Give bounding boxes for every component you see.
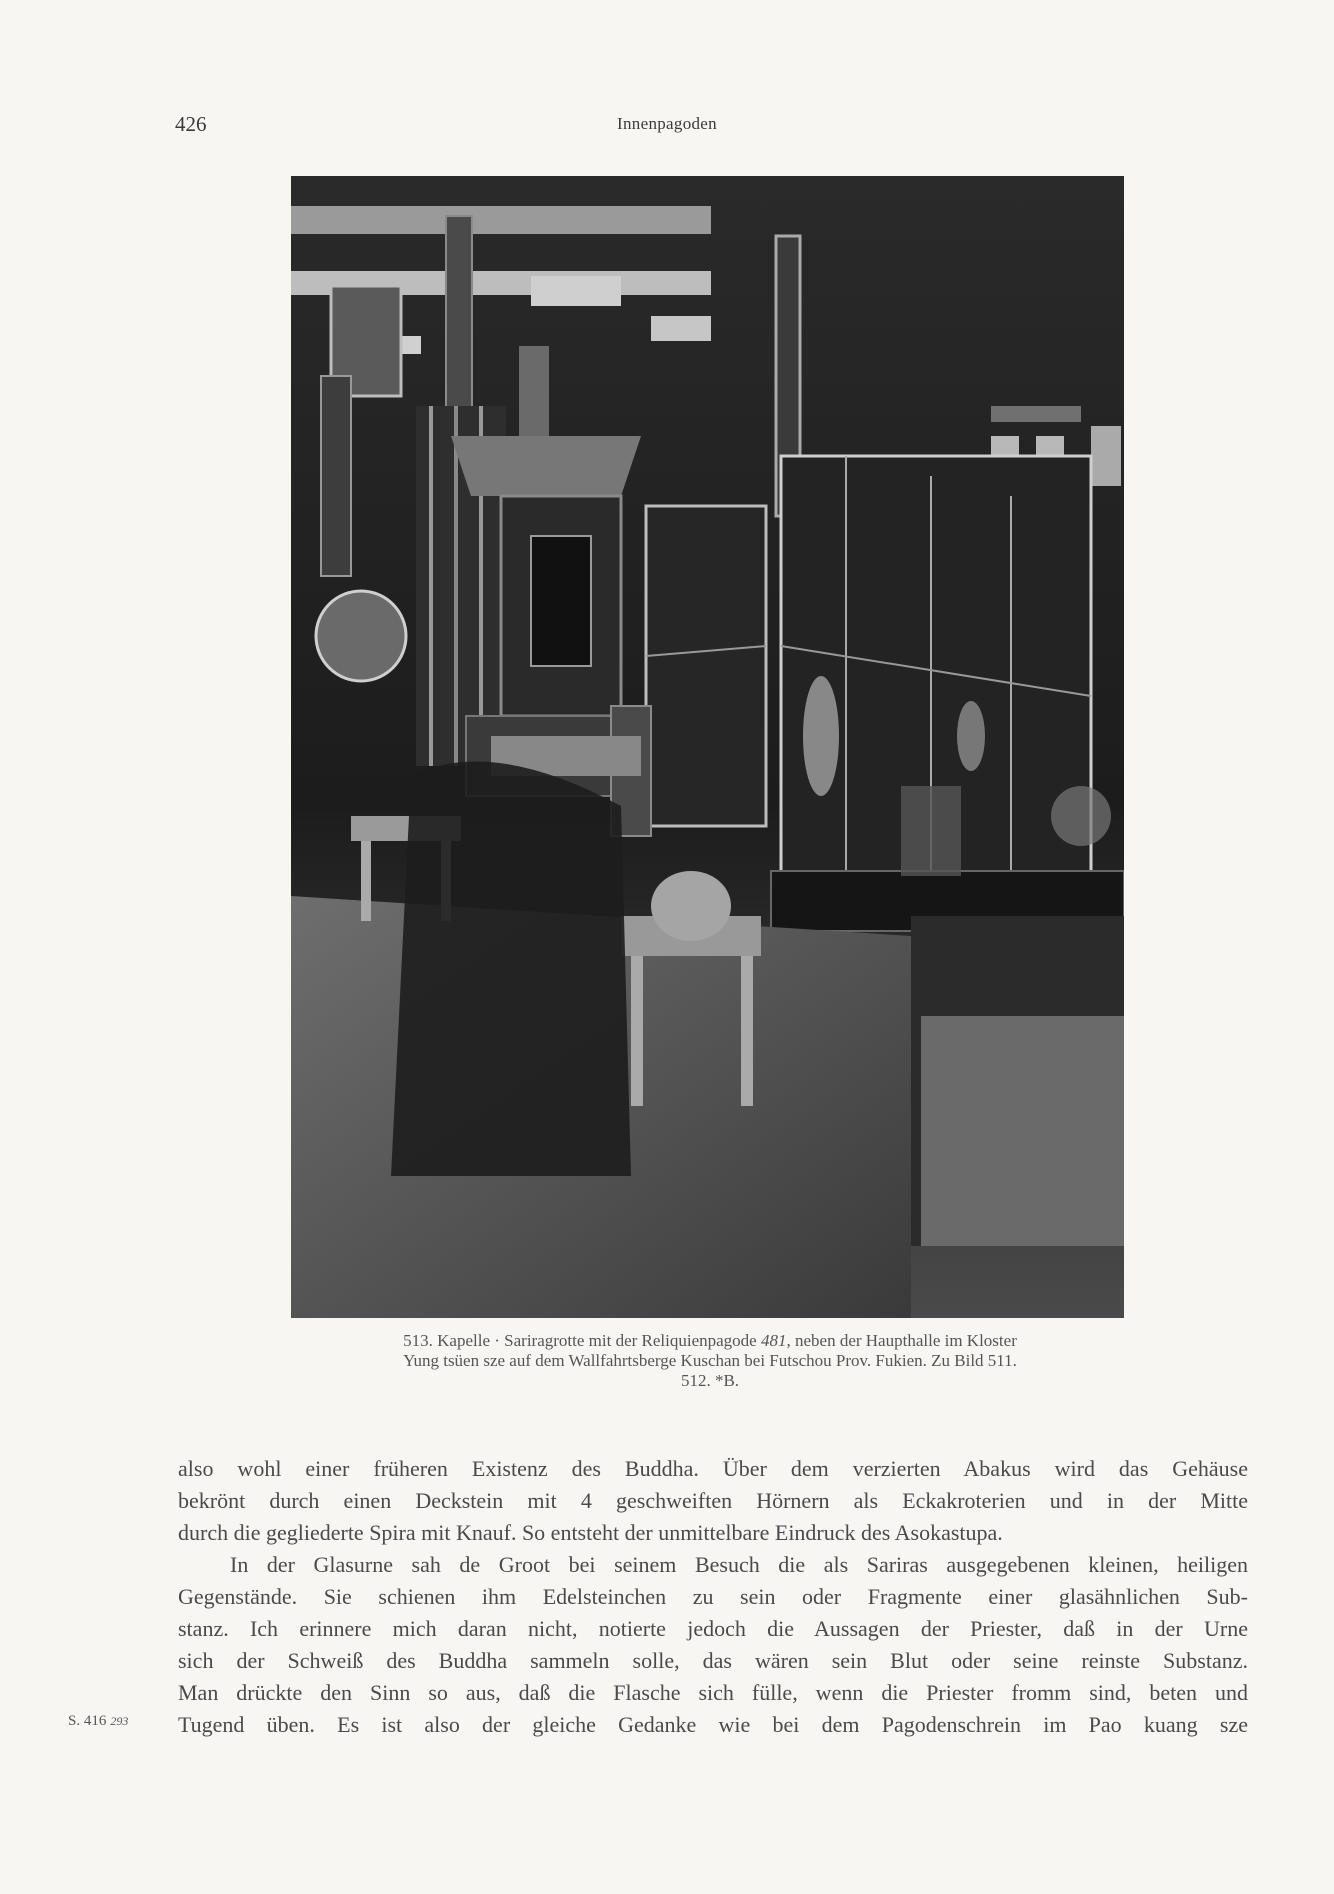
- body-line: Tugend üben. Es ist also der gleiche Gedanke wie bei dem Pagodenschrein im Pao kuang sze: [178, 1712, 1248, 1737]
- body-line: also wohl einer früheren Existenz des Buddha. Über dem verzierten Abakus wird das Gehäuse: [178, 1456, 1248, 1481]
- figure-caption: [290, 1331, 1130, 1391]
- body-line: In der Glasurne sah de Groot bei seinem Besuch die als Sariras ausgegebenen kleinen, heiligen: [230, 1552, 1248, 1577]
- body-line: durch die gegliederte Spira mit Knauf. So entsteht der unmittelbare Eindruck des Asokastupa.: [178, 1520, 1003, 1545]
- body-text: [178, 1453, 1248, 1741]
- body-line: Man drückte den Sinn so aus, daß die Flasche sich fülle, wenn die Priester fromm sind, beten und: [178, 1680, 1248, 1705]
- margin-note-small: 293: [110, 1714, 129, 1728]
- chapel-photograph: [291, 176, 1124, 1318]
- page-number: 426: [175, 112, 207, 136]
- caption-line-1: 513. Kapelle · Sariragrotte mit der Reliquienpagode 481, neben der Haupthalle im Kloster: [403, 1331, 1017, 1350]
- caption-reference: 481: [760, 1331, 787, 1350]
- caption-line-3: 512. *B.: [680, 1371, 740, 1390]
- caption-line-2: Yung tsüen sze auf dem Wallfahrtsberge Kuschan bei Futschou Prov. Fukien. Zu Bild 511.: [403, 1351, 1017, 1370]
- body-line: stanz. Ich erinnere mich daran nicht, notierte jedoch die Aussagen der Priester, daß in der Urne: [178, 1616, 1248, 1641]
- margin-note: [68, 1713, 128, 1730]
- body-line: sich der Schweiß des Buddha sammeln solle, das wären sein Blut oder seine reinste Substanz.: [178, 1648, 1248, 1673]
- running-head: Innenpagoden: [617, 114, 717, 133]
- margin-note-ref: S. 416: [68, 1713, 107, 1729]
- body-line: bekrönt durch einen Deckstein mit 4 geschweiften Hörnern als Eckakroterien und in der Mitte: [178, 1488, 1248, 1513]
- body-line: Gegenstände. Sie schienen ihm Edelsteinchen zu sein oder Fragmente einer glasähnlichen Sub-: [178, 1584, 1248, 1609]
